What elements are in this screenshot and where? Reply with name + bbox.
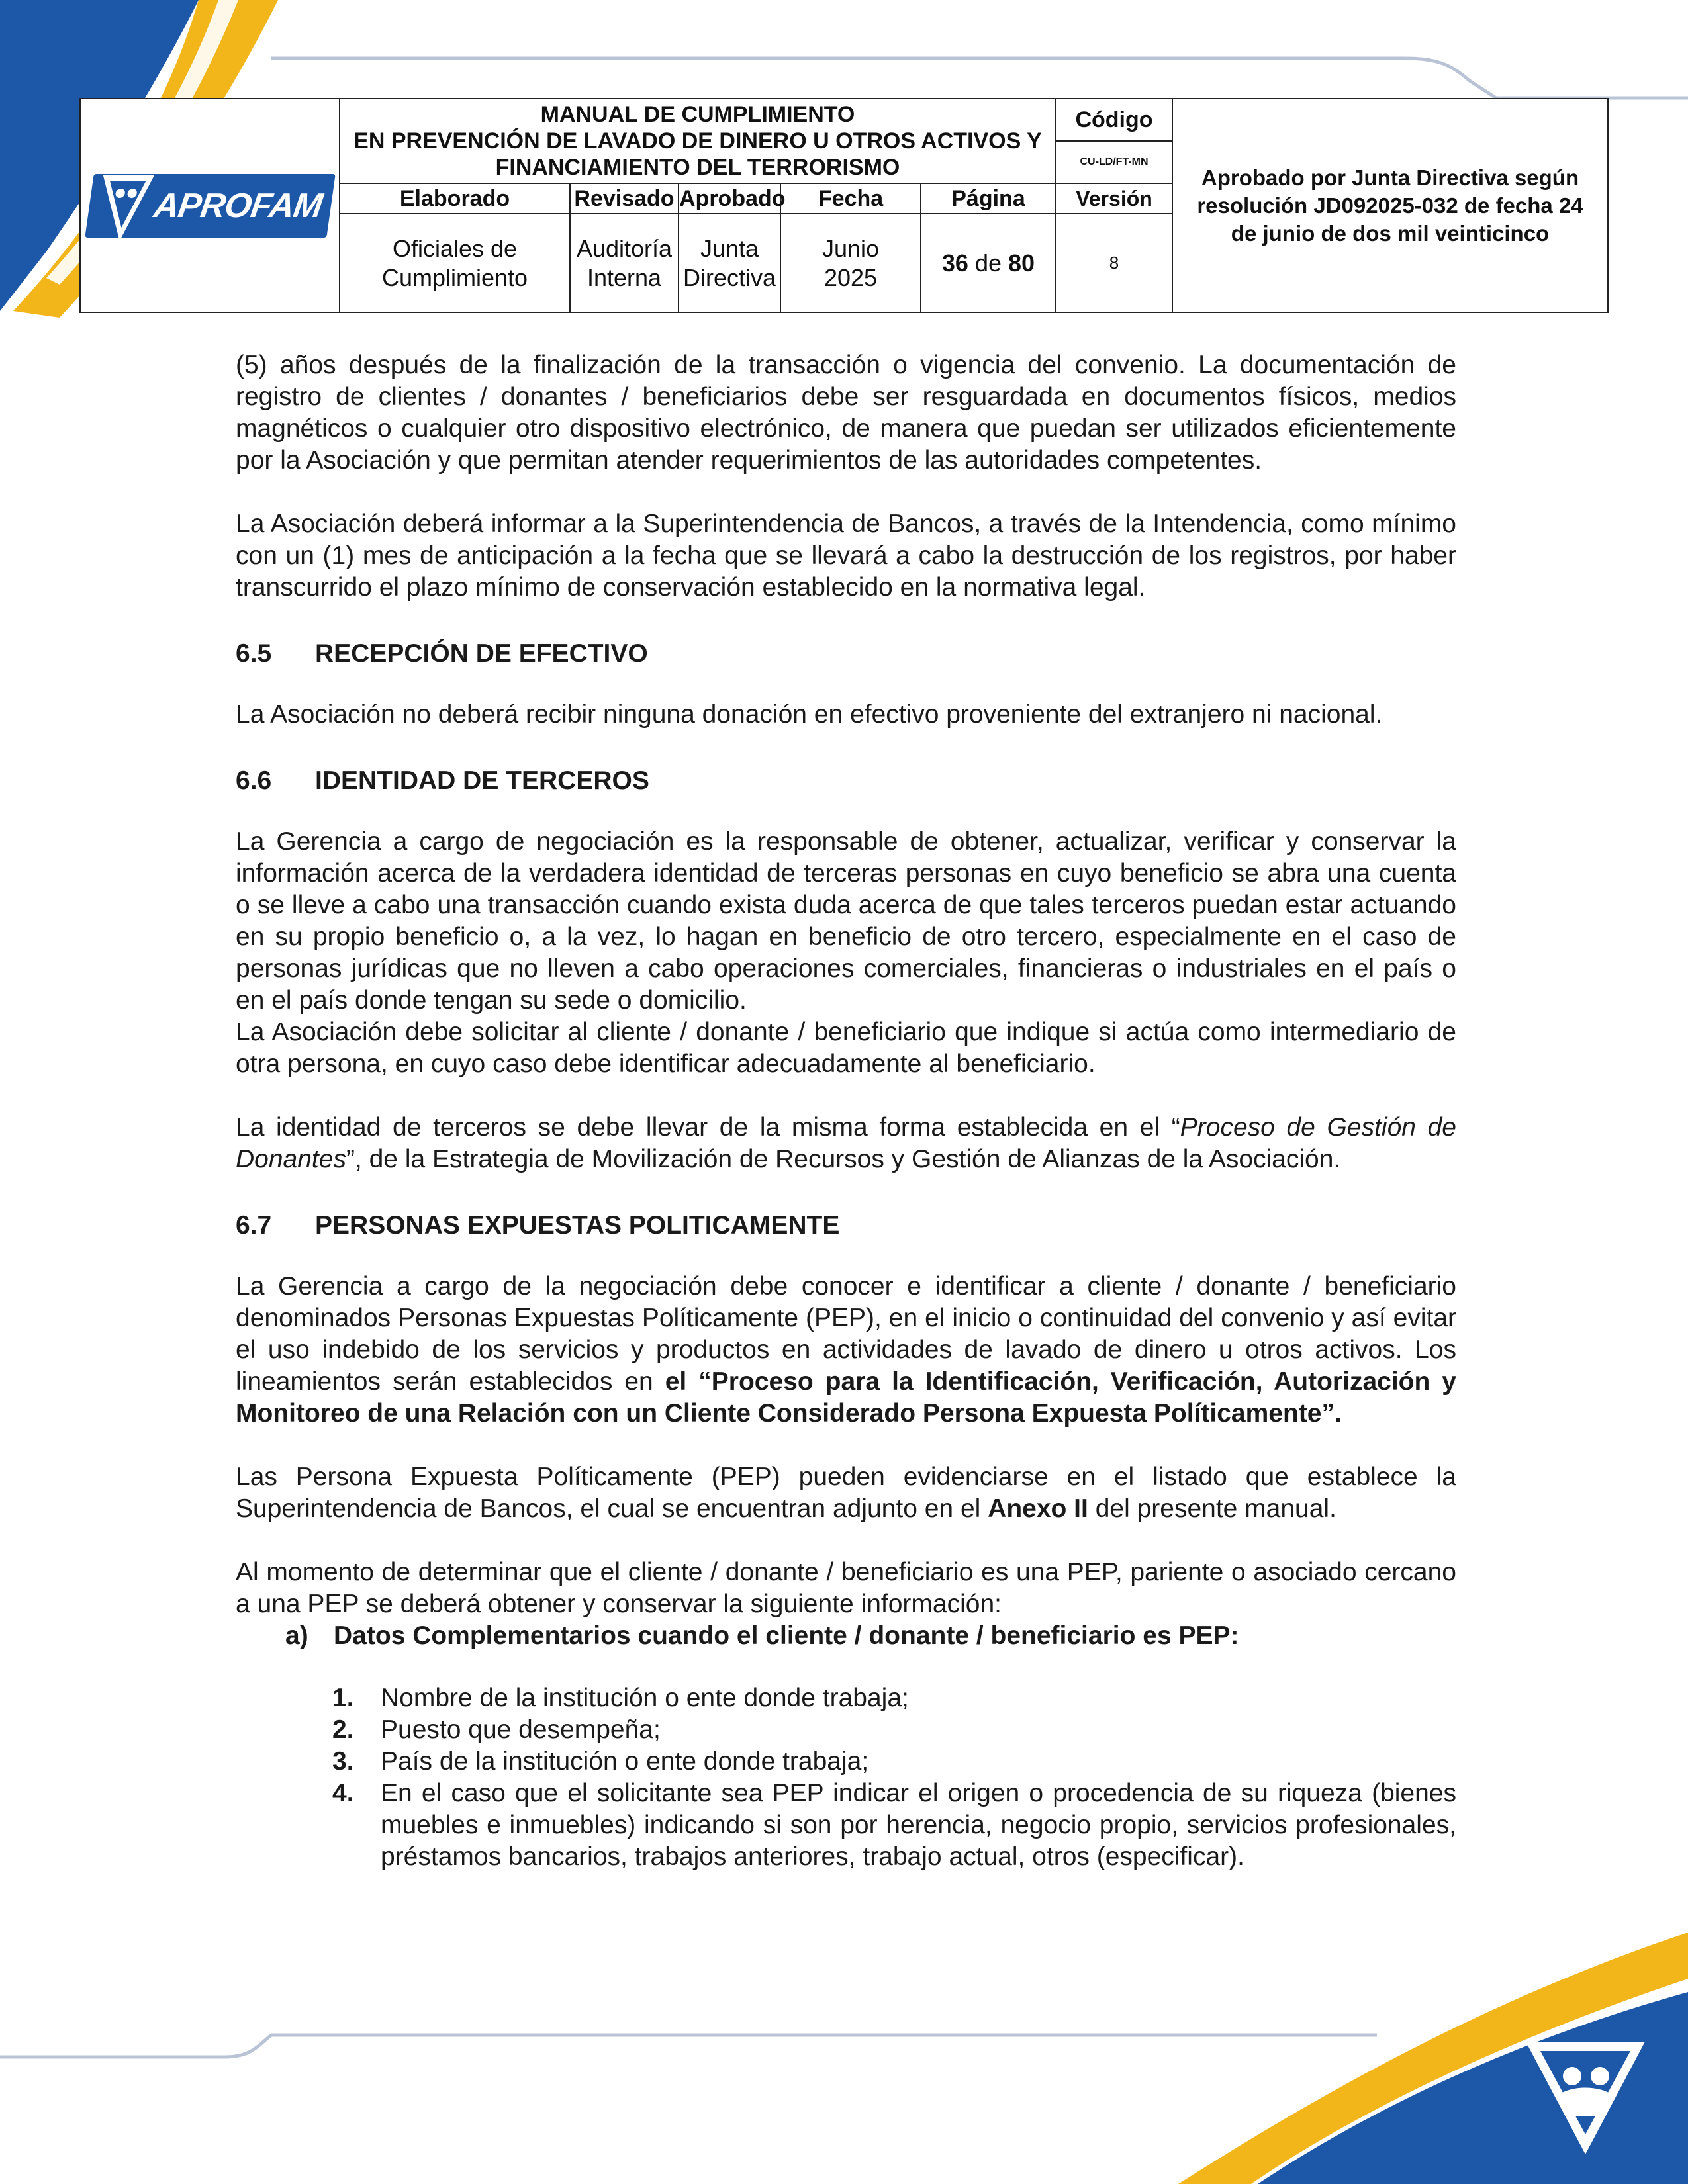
- section-heading-6-6: 6.6 IDENTIDAD DE TERCEROS: [236, 766, 649, 795]
- aprofam-emblem-icon: [89, 168, 160, 248]
- col-revisado: Revisado: [570, 183, 679, 214]
- col-version: Versión: [1056, 183, 1172, 214]
- approval-note: Aprobado por Junta Directiva según resolución JD092025-032 de fecha 24 de junio de dos mil veinticinco: [1172, 99, 1608, 312]
- paragraph: La Asociación no deberá recibir ninguna donación en efectivo proveniente del extranjero ni nacional.: [236, 700, 1383, 729]
- page-number: 36 de 80: [921, 214, 1056, 312]
- document-body: [236, 349, 1456, 1873]
- paragraph: (5) años después de la finalización de la transacción o vigencia del convenio. La documentación de registro de clientes / donantes / beneficiarios debe ser resguardada en documentos físicos, medios magnéticos o cualquier otro dispositivo electrónico, de manera que puedan ser utilizados eficientemente por la Asociación y que permitan atender requerimientos de las autoridades competentes.: [236, 351, 1456, 475]
- title-line-3: FINANCIAMIENTO DEL TERRORISMO: [495, 155, 900, 180]
- paragraph: Las Persona Expuesta Políticamente (PEP) pueden evidenciarse en el listado que establece la Superintendencia de Bancos, el cual se encuentran adjunto en el Anexo II del presente manual.: [236, 1463, 1456, 1523]
- paragraph: La Asociación debe solicitar al cliente / donante / beneficiario que indique si actúa como intermediario de otra persona, en cuyo caso debe identificar adecuadamente al beneficiario.: [236, 1018, 1456, 1078]
- paragraph: La Asociación deberá informar a la Superintendencia de Bancos, a través de la Intendencia, como mínimo con un (1) mes de anticipación a la fecha que se llevará a cabo la destrucción de los registros, por haber transcurrido el plazo mínimo de conservación establecido en la normativa legal.: [236, 510, 1456, 602]
- title-line-1: MANUAL DE CUMPLIMIENTO: [540, 102, 855, 127]
- list-item: 3. País de la institución o ente donde trabaja;: [332, 1747, 869, 1776]
- version-value: 8: [1056, 214, 1172, 312]
- paragraph: La identidad de terceros se debe llevar de la misma forma establecida en el “Proceso de Gestión de Donantes”, de la Estrategia de Movilización de Recursos y Gestión de Alianzas de la Asociación.: [236, 1113, 1456, 1173]
- col-elaborado: Elaborado: [340, 183, 570, 214]
- code-value: CU-LD/FT-MN: [1056, 141, 1172, 183]
- logo-cell: [80, 99, 340, 312]
- revisado-value: Auditoría Interna: [570, 214, 679, 312]
- code-label: Código: [1056, 99, 1172, 141]
- aprofam-logo: [85, 174, 335, 238]
- section-heading-6-7: 6.7 PERSONAS EXPUESTAS POLITICAMENTE: [236, 1211, 840, 1240]
- list-item: 4. En el caso que el solicitante sea PEP indicar el origen o procedencia de su riqueza (bienes muebles e inmuebles) indicando si son por herencia, negocio propio, servicios profesionales, préstamos bancarios, trabajos anteriores, trabajo actual, otros (especificar).: [332, 1779, 1456, 1871]
- list-item: 2. Puesto que desempeña;: [332, 1715, 661, 1744]
- col-aprobado: Aprobado: [679, 183, 780, 214]
- list-item: 1. Nombre de la institución o ente donde trabaja;: [332, 1684, 909, 1712]
- paragraph: La Gerencia a cargo de la negociación debe conocer e identificar a cliente / donante / beneficiario denominados Personas Expuestas Políticamente (PEP), en el inicio o continuidad del convenio y así evitar el uso indebido de los servicios y productos en actividades de lavado de dinero u otros activos. Los lineamientos serán establecidos en el “Proceso para la Identificación, Verificación, Autorización y Monitoreo de una Relación con un Cliente Considerado Persona Expuesta Políticamente”.: [236, 1272, 1457, 1428]
- document-header-table: [79, 98, 1609, 313]
- section-heading-6-5: 6.5 RECEPCIÓN DE EFECTIVO: [236, 639, 648, 668]
- subsection-a: a) Datos Complementarios cuando el cliente / donante / beneficiario es PEP:: [285, 1621, 1239, 1650]
- top-gray-line: [271, 58, 1688, 98]
- paragraph: Al momento de determinar que el cliente / donante / beneficiario es una PEP, pariente o asociado cercano a una PEP se deberá obtener y conservar la siguiente información:: [236, 1558, 1456, 1618]
- paragraph: La Gerencia a cargo de negociación es la responsable de obtener, actualizar, verificar y conservar la información acerca de la verdadera identidad de terceras personas en cuyo beneficio se abra una cuenta o se lleve a cabo una transacción cuando exista duda acerca de que tales terceros puedan estar actuando en su propio beneficio o, a la vez, lo hagan en beneficio de otro tercero, especialmente en el caso de personas jurídicas que no lleven a cabo operaciones comerciales, financieras o industriales en el país o en el país donde tengan su sede o domicilio.: [236, 827, 1456, 1015]
- title-line-2: EN PREVENCIÓN DE LAVADO DE DINERO U OTROS ACTIVOS Y: [353, 128, 1042, 154]
- elaborado-value: Oficiales de Cumplimiento: [340, 214, 570, 312]
- fecha-value: Junio 2025: [780, 214, 921, 312]
- manual-title: [340, 99, 1056, 183]
- aprobado-value: Junta Directiva: [679, 214, 780, 312]
- col-pagina: Página: [921, 183, 1056, 214]
- bottom-gray-line: [0, 2035, 1377, 2057]
- col-fecha: Fecha: [780, 183, 921, 214]
- logo-text: APROFAM: [151, 186, 324, 225]
